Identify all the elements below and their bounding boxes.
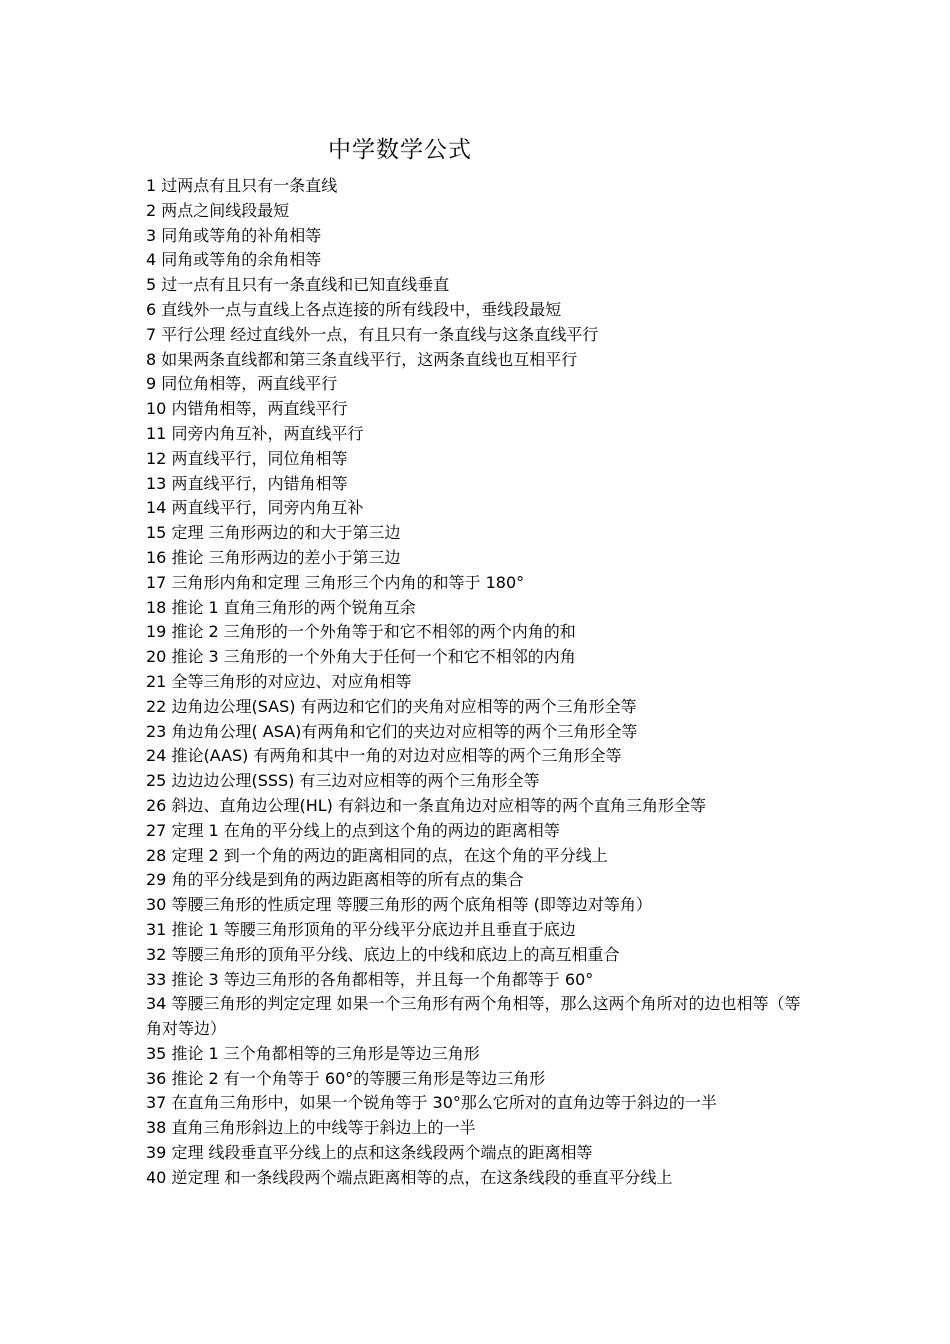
formula-line: 20 推论 3 三角形的一个外角大于任何一个和它不相邻的内角 [146,647,576,667]
formula-line: 29 角的平分线是到角的两边距离相等的所有点的集合 [146,870,524,890]
formula-line: 10 内错角相等，两直线平行 [146,399,348,419]
formula-line: 24 推论(AAS) 有两角和其中一角的对边对应相等的两个三角形全等 [146,746,622,766]
formula-line: 7 平行公理 经过直线外一点，有且只有一条直线与这条直线平行 [146,324,599,344]
document-title: 中学数学公式 [328,137,472,163]
formula-line: 32 等腰三角形的顶角平分线、底边上的中线和底边上的高互相重合 [146,944,620,964]
formula-line: 36 推论 2 有一个角等于 60°的等腰三角形是等边三角形 [146,1068,546,1088]
formula-line: 9 同位角相等，两直线平行 [146,374,338,394]
formula-line: 35 推论 1 三个角都相等的三角形是等边三角形 [146,1043,480,1063]
formula-line: 21 全等三角形的对应边、对应角相等 [146,671,412,691]
formula-line: 40 逆定理 和一条线段两个端点距离相等的点，在这条线段的垂直平分线上 [146,1167,673,1187]
formula-line: 14 两直线平行，同旁内角互补 [146,498,364,518]
formula-line: 18 推论 1 直角三角形的两个锐角互余 [146,597,416,617]
formula-line: 3 同角或等角的补角相等 [146,225,322,245]
formula-line: 17 三角形内角和定理 三角形三个内角的和等于 180° [146,572,525,592]
formula-line: 6 直线外一点与直线上各点连接的所有线段中，垂线段最短 [146,299,562,319]
formula-line: 31 推论 1 等腰三角形顶角的平分线平分底边并且垂直于底边 [146,919,576,939]
formula-line: 25 边边边公理(SSS) 有三边对应相等的两个三角形全等 [146,771,540,791]
formula-line: 33 推论 3 等边三角形的各角都相等，并且每一个角都等于 60° [146,969,594,989]
formula-list [146,174,810,1191]
formula-line: 16 推论 三角形两边的差小于第三边 [146,547,401,567]
formula-line: 15 定理 三角形两边的和大于第三边 [146,523,401,543]
formula-line: 38 直角三角形斜边上的中线等于斜边上的一半 [146,1118,476,1138]
formula-line: 13 两直线平行，内错角相等 [146,473,348,493]
formula-line: 28 定理 2 到一个角的两边的距离相同的点，在这个角的平分线上 [146,845,608,865]
formula-line: 22 边角边公理(SAS) 有两边和它们的夹角对应相等的两个三角形全等 [146,696,637,716]
formula-line: 12 两直线平行，同位角相等 [146,448,348,468]
formula-line: 5 过一点有且只有一条直线和已知直线垂直 [146,275,450,295]
formula-line: 19 推论 2 三角形的一个外角等于和它不相邻的两个内角的和 [146,622,576,642]
formula-line: 8 如果两条直线都和第三条直线平行，这两条直线也互相平行 [146,349,578,369]
formula-line: 30 等腰三角形的性质定理 等腰三角形的两个底角相等 (即等边对等角） [146,895,652,915]
formula-line: 27 定理 1 在角的平分线上的点到这个角的两边的距离相等 [146,820,560,840]
formula-line: 37 在直角三角形中，如果一个锐角等于 30°那么它所对的直角边等于斜边的一半 [146,1093,717,1113]
formula-line: 2 两点之间线段最短 [146,200,290,220]
formula-line: 26 斜边、直角边公理(HL) 有斜边和一条直角边对应相等的两个直角三角形全等 [146,795,706,815]
formula-line: 23 角边角公理( ASA)有两角和它们的夹边对应相等的两个三角形全等 [146,721,638,741]
formula-line: 4 同角或等角的余角相等 [146,250,322,270]
formula-line: 11 同旁内角互补，两直线平行 [146,423,364,443]
formula-line: 34 等腰三角形的判定定理 如果一个三角形有两个角相等，那么这两个角所对的边也相等（等角对等边） [146,994,801,1039]
formula-line: 1 过两点有且只有一条直线 [146,176,338,195]
formula-line: 39 定理 线段垂直平分线上的点和这条线段两个端点的距离相等 [146,1143,593,1163]
